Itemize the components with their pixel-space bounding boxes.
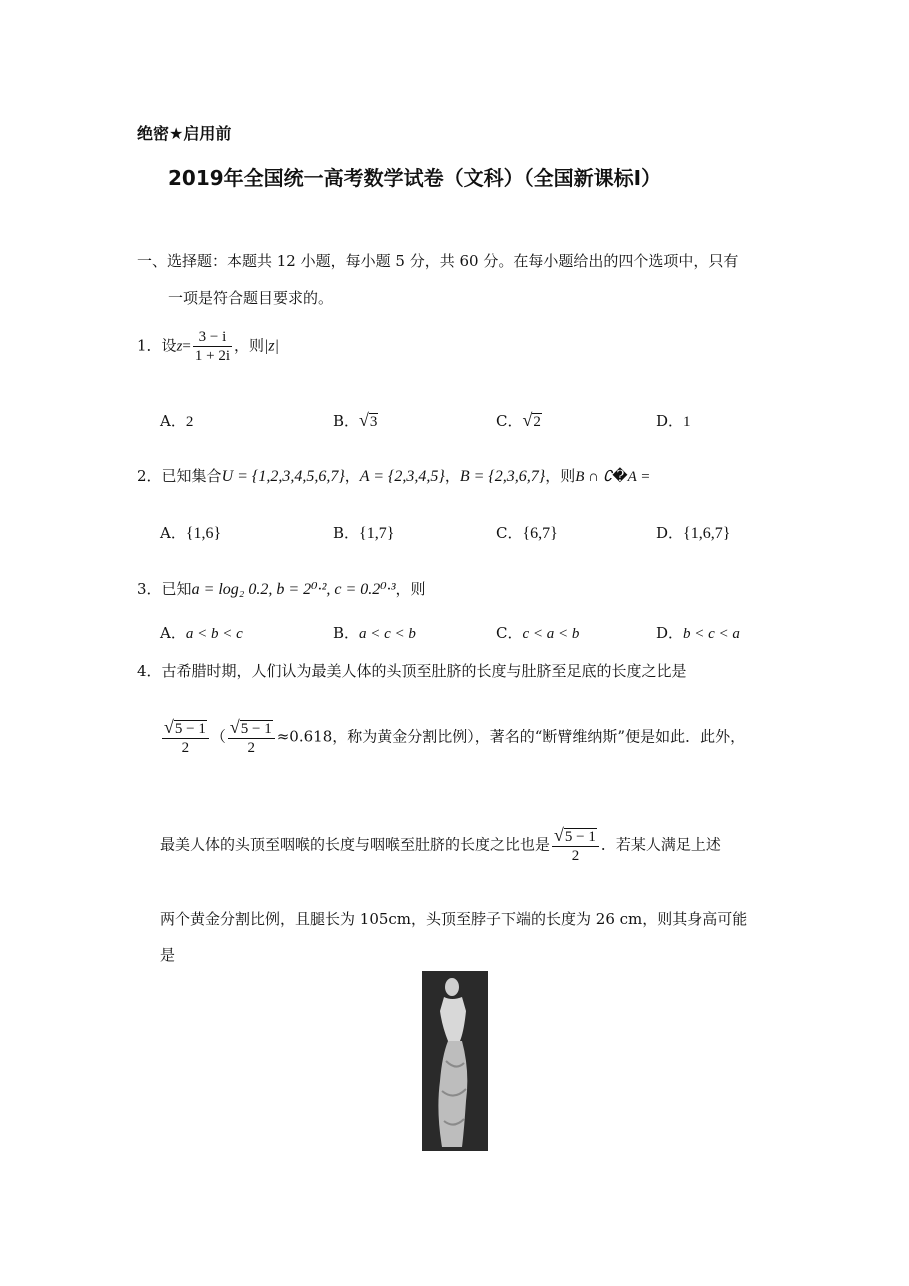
confidential-mark: 绝密★启用前 — [137, 124, 232, 143]
venus-de-milo-image — [422, 971, 488, 1151]
question-4-line4: 两个黄金分割比例，且腿长为 105cm，头顶至脖子下端的长度为 26 cm，则其身高可能 — [160, 910, 748, 928]
question-3: 3．已知a = log₂ 0.2, b = 2⁰·², c = 0.2⁰·³，则 — [137, 580, 426, 598]
sqrt-expression: √2 — [522, 410, 541, 430]
option-b: B．√3 — [333, 410, 378, 430]
option-c: C．c < a < b — [496, 624, 580, 642]
math-expression: |z| — [264, 337, 280, 355]
option-b: B．{1,7} — [333, 524, 395, 542]
sqrt-expression: √3 — [359, 410, 378, 430]
option-a: A．a < b < c — [160, 624, 243, 642]
math-expression: A = — [627, 469, 651, 485]
question-number: 2． — [137, 467, 162, 485]
question-text: ，则 — [234, 336, 265, 355]
math-fraction — [193, 328, 232, 365]
question-4-line3 — [160, 826, 721, 865]
question-text: 已知 — [161, 580, 192, 598]
option-c: C．{6,7} — [496, 524, 558, 542]
question-text: 设 — [161, 336, 177, 355]
golden-ratio-fraction: $\frac{√5 - 1}{2}$ — [162, 718, 209, 757]
option-a: A．{1,6} — [160, 524, 222, 542]
section-instructions-line1: 一、选择题：本题共 12 小题，每小题 5 分，共 60 分。在每小题给出的四个选项中，只有 — [137, 252, 739, 270]
section-instructions-line2: 一项是符合题目要求的。 — [168, 289, 334, 307]
golden-ratio-fraction: $\frac{√5 - 1}{2}$ — [228, 718, 275, 757]
question-text: 已知集合 — [161, 467, 222, 485]
question-number: 1． — [137, 336, 162, 355]
question-text: ．若某人满足上述 — [600, 835, 721, 854]
fraction-numerator: 3 − i — [193, 328, 232, 347]
math-operator: = — [182, 338, 191, 355]
option-c: C．√2 — [496, 410, 541, 430]
question-2: 2．已知集合U = {1,2,3,4,5,6,7}，A = {2,3,4,5}，B = {2,3,6,7}，则B ∩ ∁�A = — [137, 467, 651, 485]
math-expression: B = {2,3,6,7} — [459, 468, 546, 485]
question-4 — [137, 660, 687, 681]
option-d: D．1 — [656, 412, 691, 430]
option-a: A．2 — [160, 412, 194, 430]
question-text: 古希腊时期，人们认为最美人体的头顶至肚脐的长度与肚脐至足底的长度之比是 — [161, 662, 687, 680]
option-b: B．a < c < b — [333, 624, 416, 642]
question-text: 最美人体的头顶至咽喉的长度与咽喉至肚脐的长度之比也是 — [160, 835, 551, 854]
question-4-line2: $\frac{√5 - 1}{2}$ （ $\frac{√5 - 1}{2}$ ≈0.618，称为黄金分割比例），著名的“断臂维纳斯”便是如此．此外， — [164, 717, 746, 756]
math-variable: z — [176, 338, 183, 355]
question-text: ≈0.618，称为黄金分割比例），著名的“断臂维纳斯”便是如此．此外， — [276, 727, 746, 746]
question-number: 3． — [137, 580, 162, 598]
math-expression: U = {1,2,3,4,5,6,7} — [221, 468, 345, 485]
question-1 — [137, 328, 279, 365]
math-expression: B ∩ ∁ — [575, 469, 613, 485]
question-4-line5: 是 — [160, 946, 176, 964]
statue-silhouette-icon — [422, 971, 488, 1151]
option-d: D．{1,6,7} — [656, 524, 731, 542]
fraction-denominator: 1 + 2i — [194, 348, 231, 364]
page-title: 2019年全国统一高考数学试卷（文科）（全国新课标Ⅰ） — [168, 166, 662, 190]
math-expression: A = {2,3,4,5} — [359, 468, 445, 485]
math-expression: a = log₂ 0.2, b = 2⁰·², c = 0.2⁰·³ — [191, 581, 396, 598]
question-number: 4． — [137, 662, 162, 680]
golden-ratio-fraction: $\frac{√5 - 1}{2}$ — [552, 826, 599, 865]
option-d: D．b < c < a — [656, 624, 740, 642]
broken-glyph: � — [612, 467, 628, 485]
